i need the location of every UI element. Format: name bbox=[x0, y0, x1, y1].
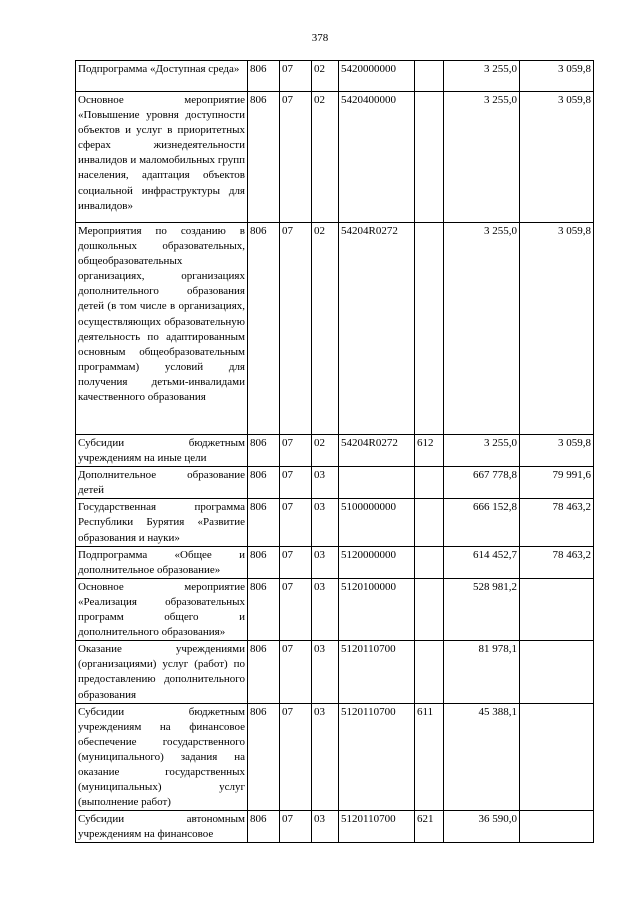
amount-column-2: 78 463,2 bbox=[552, 501, 591, 514]
amount-column-2-cell bbox=[520, 92, 594, 223]
item-name: Мероприятия по созданию в дошкольных образовательных, общеобразовательных организациях, организациях дополнительного образования детей (в том числе в организациях, осуществляющих образовательную деятельность по адаптированным основным общеобразовательным программам) условий для получения детьми-инвалидами качественного образования bbox=[78, 225, 245, 404]
section-code-cell bbox=[280, 703, 312, 811]
subsection-code-cell bbox=[312, 61, 339, 92]
expense-type-code-cell bbox=[415, 578, 444, 640]
amount-column-2-cell bbox=[520, 546, 594, 578]
section-code: 07 bbox=[282, 501, 293, 514]
item-name: Дополнительное образование детей bbox=[78, 469, 245, 497]
ministry-code-cell bbox=[248, 641, 280, 703]
table-row bbox=[76, 499, 594, 546]
item-name: Оказание учреждениями (организациями) услуг (работ) по предоставлению дополнительного образования bbox=[78, 643, 245, 701]
amount-column-1-cell bbox=[444, 223, 520, 435]
item-name-cell bbox=[76, 499, 248, 546]
ministry-code: 806 bbox=[250, 643, 267, 656]
section-code-cell bbox=[280, 811, 312, 843]
ministry-code: 806 bbox=[250, 548, 267, 561]
amount-column-1-cell bbox=[444, 92, 520, 223]
subsection-code: 02 bbox=[314, 225, 325, 237]
subsection-code: 03 bbox=[314, 548, 325, 561]
table-row bbox=[76, 61, 594, 92]
subsection-code: 03 bbox=[314, 580, 325, 593]
amount-column-2-cell bbox=[520, 641, 594, 703]
expense-type-code-cell bbox=[415, 703, 444, 811]
expense-type-code-cell bbox=[415, 467, 444, 499]
target-article-code: 5120100000 bbox=[341, 580, 396, 593]
subsection-code-cell bbox=[312, 223, 339, 435]
amount-column-1-cell bbox=[444, 467, 520, 499]
subsection-code-cell bbox=[312, 467, 339, 499]
amount-column-1-cell bbox=[444, 61, 520, 92]
subsection-code-cell bbox=[312, 499, 339, 546]
item-name: Субсидии бюджетным учреждениям на иные цели bbox=[78, 437, 245, 465]
section-code: 07 bbox=[282, 469, 293, 482]
target-article-code-cell bbox=[339, 92, 415, 223]
expense-type-code: 612 bbox=[417, 437, 434, 449]
section-code-cell bbox=[280, 578, 312, 640]
amount-column-1: 528 981,2 bbox=[473, 580, 517, 593]
ministry-code: 806 bbox=[250, 225, 267, 237]
section-code: 07 bbox=[282, 548, 293, 561]
expense-type-code-cell bbox=[415, 499, 444, 546]
section-code-cell bbox=[280, 499, 312, 546]
item-name-cell bbox=[76, 578, 248, 640]
budget-table bbox=[75, 60, 594, 843]
amount-column-2-cell bbox=[520, 61, 594, 92]
subsection-code: 03 bbox=[314, 813, 325, 826]
item-name-cell bbox=[76, 223, 248, 435]
section-code-cell bbox=[280, 223, 312, 435]
item-name-cell bbox=[76, 467, 248, 499]
section-code: 07 bbox=[282, 643, 293, 656]
amount-column-2-cell bbox=[520, 223, 594, 435]
amount-column-1: 3 255,0 bbox=[484, 225, 517, 237]
target-article-code-cell bbox=[339, 703, 415, 811]
target-article-code-cell bbox=[339, 546, 415, 578]
section-code-cell bbox=[280, 435, 312, 467]
item-name: Основное мероприятие «Реализация образовательных программ общего и дополнительного образования» bbox=[78, 580, 245, 639]
target-article-code: 5420400000 bbox=[341, 94, 396, 106]
ministry-code-cell bbox=[248, 546, 280, 578]
ministry-code: 806 bbox=[250, 813, 267, 826]
target-article-code-cell bbox=[339, 467, 415, 499]
amount-column-1: 81 978,1 bbox=[478, 643, 517, 656]
table-row bbox=[76, 546, 594, 578]
amount-column-2-cell bbox=[520, 578, 594, 640]
table-row bbox=[76, 641, 594, 703]
amount-column-1: 3 255,0 bbox=[484, 94, 517, 106]
amount-column-1-cell bbox=[444, 499, 520, 546]
item-name-cell bbox=[76, 435, 248, 467]
amount-column-1: 666 152,8 bbox=[473, 501, 517, 514]
subsection-code: 02 bbox=[314, 94, 325, 106]
ministry-code-cell bbox=[248, 223, 280, 435]
amount-column-2: 3 059,8 bbox=[558, 94, 591, 106]
section-code-cell bbox=[280, 467, 312, 499]
amount-column-2: 3 059,8 bbox=[558, 225, 591, 237]
expense-type-code-cell bbox=[415, 61, 444, 92]
expense-type-code: 611 bbox=[417, 705, 434, 718]
item-name: Субсидии бюджетным учреждениям на финансовое обеспечение государственного (муниципального) задания на оказание государственных (муниципальных) услуг (выполнение работ) bbox=[78, 705, 245, 809]
budget-table-body bbox=[76, 61, 594, 843]
item-name: Подпрограмма «Доступная среда» bbox=[78, 63, 240, 75]
expense-type-code-cell bbox=[415, 546, 444, 578]
amount-column-1-cell bbox=[444, 435, 520, 467]
amount-column-2-cell bbox=[520, 467, 594, 499]
ministry-code: 806 bbox=[250, 469, 267, 482]
subsection-code-cell bbox=[312, 811, 339, 843]
target-article-code-cell bbox=[339, 61, 415, 92]
target-article-code: 5120110700 bbox=[341, 643, 396, 656]
subsection-code: 02 bbox=[314, 63, 325, 75]
amount-column-1: 614 452,7 bbox=[473, 548, 517, 561]
table-row bbox=[76, 811, 594, 843]
section-code: 07 bbox=[282, 813, 293, 826]
section-code: 07 bbox=[282, 94, 293, 106]
amount-column-1: 3 255,0 bbox=[484, 63, 517, 75]
item-name-cell bbox=[76, 61, 248, 92]
target-article-code: 5420000000 bbox=[341, 63, 396, 75]
section-code: 07 bbox=[282, 580, 293, 593]
section-code-cell bbox=[280, 61, 312, 92]
ministry-code: 806 bbox=[250, 63, 267, 75]
item-name-cell bbox=[76, 811, 248, 843]
amount-column-1-cell bbox=[444, 703, 520, 811]
target-article-code-cell bbox=[339, 811, 415, 843]
ministry-code-cell bbox=[248, 811, 280, 843]
amount-column-2: 3 059,8 bbox=[558, 63, 591, 75]
ministry-code-cell bbox=[248, 578, 280, 640]
section-code-cell bbox=[280, 92, 312, 223]
amount-column-2: 78 463,2 bbox=[552, 548, 591, 561]
section-code: 07 bbox=[282, 437, 293, 449]
expense-type-code-cell bbox=[415, 641, 444, 703]
subsection-code: 02 bbox=[314, 437, 325, 449]
table-row bbox=[76, 467, 594, 499]
subsection-code-cell bbox=[312, 435, 339, 467]
target-article-code: 54204R0272 bbox=[341, 437, 398, 449]
ministry-code-cell bbox=[248, 61, 280, 92]
target-article-code-cell bbox=[339, 578, 415, 640]
expense-type-code-cell bbox=[415, 92, 444, 223]
subsection-code-cell bbox=[312, 92, 339, 223]
amount-column-2-cell bbox=[520, 499, 594, 546]
amount-column-2-cell bbox=[520, 811, 594, 843]
ministry-code: 806 bbox=[250, 501, 267, 514]
subsection-code: 03 bbox=[314, 469, 325, 482]
ministry-code: 806 bbox=[250, 94, 267, 106]
subsection-code-cell bbox=[312, 546, 339, 578]
amount-column-1-cell bbox=[444, 811, 520, 843]
target-article-code-cell bbox=[339, 223, 415, 435]
item-name: Основное мероприятие «Повышение уровня доступности объектов и услуг в приоритетных сферах жизнедеятельности инвалидов и маломобильных групп населения, адаптация объектов социальной инфраструктуры для инвалидов» bbox=[78, 94, 245, 212]
subsection-code-cell bbox=[312, 578, 339, 640]
item-name-cell bbox=[76, 641, 248, 703]
subsection-code: 03 bbox=[314, 643, 325, 656]
ministry-code: 806 bbox=[250, 580, 267, 593]
table-row bbox=[76, 578, 594, 640]
subsection-code-cell bbox=[312, 703, 339, 811]
section-code-cell bbox=[280, 641, 312, 703]
subsection-code: 03 bbox=[314, 705, 325, 718]
item-name-cell bbox=[76, 546, 248, 578]
section-code-cell bbox=[280, 546, 312, 578]
ministry-code-cell bbox=[248, 499, 280, 546]
table-row bbox=[76, 223, 594, 435]
ministry-code-cell bbox=[248, 92, 280, 223]
subsection-code-cell bbox=[312, 641, 339, 703]
amount-column-2-cell bbox=[520, 703, 594, 811]
amount-column-1: 45 388,1 bbox=[478, 705, 517, 718]
expense-type-code-cell bbox=[415, 223, 444, 435]
amount-column-1: 36 590,0 bbox=[478, 813, 517, 826]
amount-column-2-cell bbox=[520, 435, 594, 467]
section-code: 07 bbox=[282, 225, 293, 237]
item-name: Подпрограмма «Общее и дополнительное образование» bbox=[78, 548, 245, 576]
target-article-code: 54204R0272 bbox=[341, 225, 398, 237]
subsection-code: 03 bbox=[314, 501, 325, 514]
amount-column-1-cell bbox=[444, 641, 520, 703]
amount-column-1: 3 255,0 bbox=[484, 437, 517, 449]
amount-column-1: 667 778,8 bbox=[473, 469, 517, 482]
ministry-code: 806 bbox=[250, 437, 267, 449]
item-name: Субсидии автономным учреждениям на финансовое bbox=[78, 813, 245, 841]
expense-type-code: 621 bbox=[417, 813, 434, 826]
page-number: 378 bbox=[311, 32, 329, 44]
expense-type-code-cell bbox=[415, 435, 444, 467]
target-article-code-cell bbox=[339, 641, 415, 703]
target-article-code-cell bbox=[339, 435, 415, 467]
target-article-code-cell bbox=[339, 499, 415, 546]
item-name: Государственная программа Республики Бурятия «Развитие образования и науки» bbox=[78, 501, 245, 544]
amount-column-2: 79 991,6 bbox=[552, 469, 591, 482]
amount-column-1-cell bbox=[444, 578, 520, 640]
ministry-code: 806 bbox=[250, 705, 267, 718]
target-article-code: 5100000000 bbox=[341, 501, 396, 514]
ministry-code-cell bbox=[248, 703, 280, 811]
ministry-code-cell bbox=[248, 467, 280, 499]
table-row bbox=[76, 435, 594, 467]
amount-column-2: 3 059,8 bbox=[558, 437, 591, 449]
amount-column-1-cell bbox=[444, 546, 520, 578]
section-code: 07 bbox=[282, 63, 293, 75]
target-article-code: 5120110700 bbox=[341, 705, 396, 718]
table-row bbox=[76, 703, 594, 811]
expense-type-code-cell bbox=[415, 811, 444, 843]
item-name-cell bbox=[76, 92, 248, 223]
table-row bbox=[76, 92, 594, 223]
target-article-code: 5120110700 bbox=[341, 813, 396, 826]
target-article-code: 5120000000 bbox=[341, 548, 396, 561]
ministry-code-cell bbox=[248, 435, 280, 467]
item-name-cell bbox=[76, 703, 248, 811]
section-code: 07 bbox=[282, 705, 293, 718]
